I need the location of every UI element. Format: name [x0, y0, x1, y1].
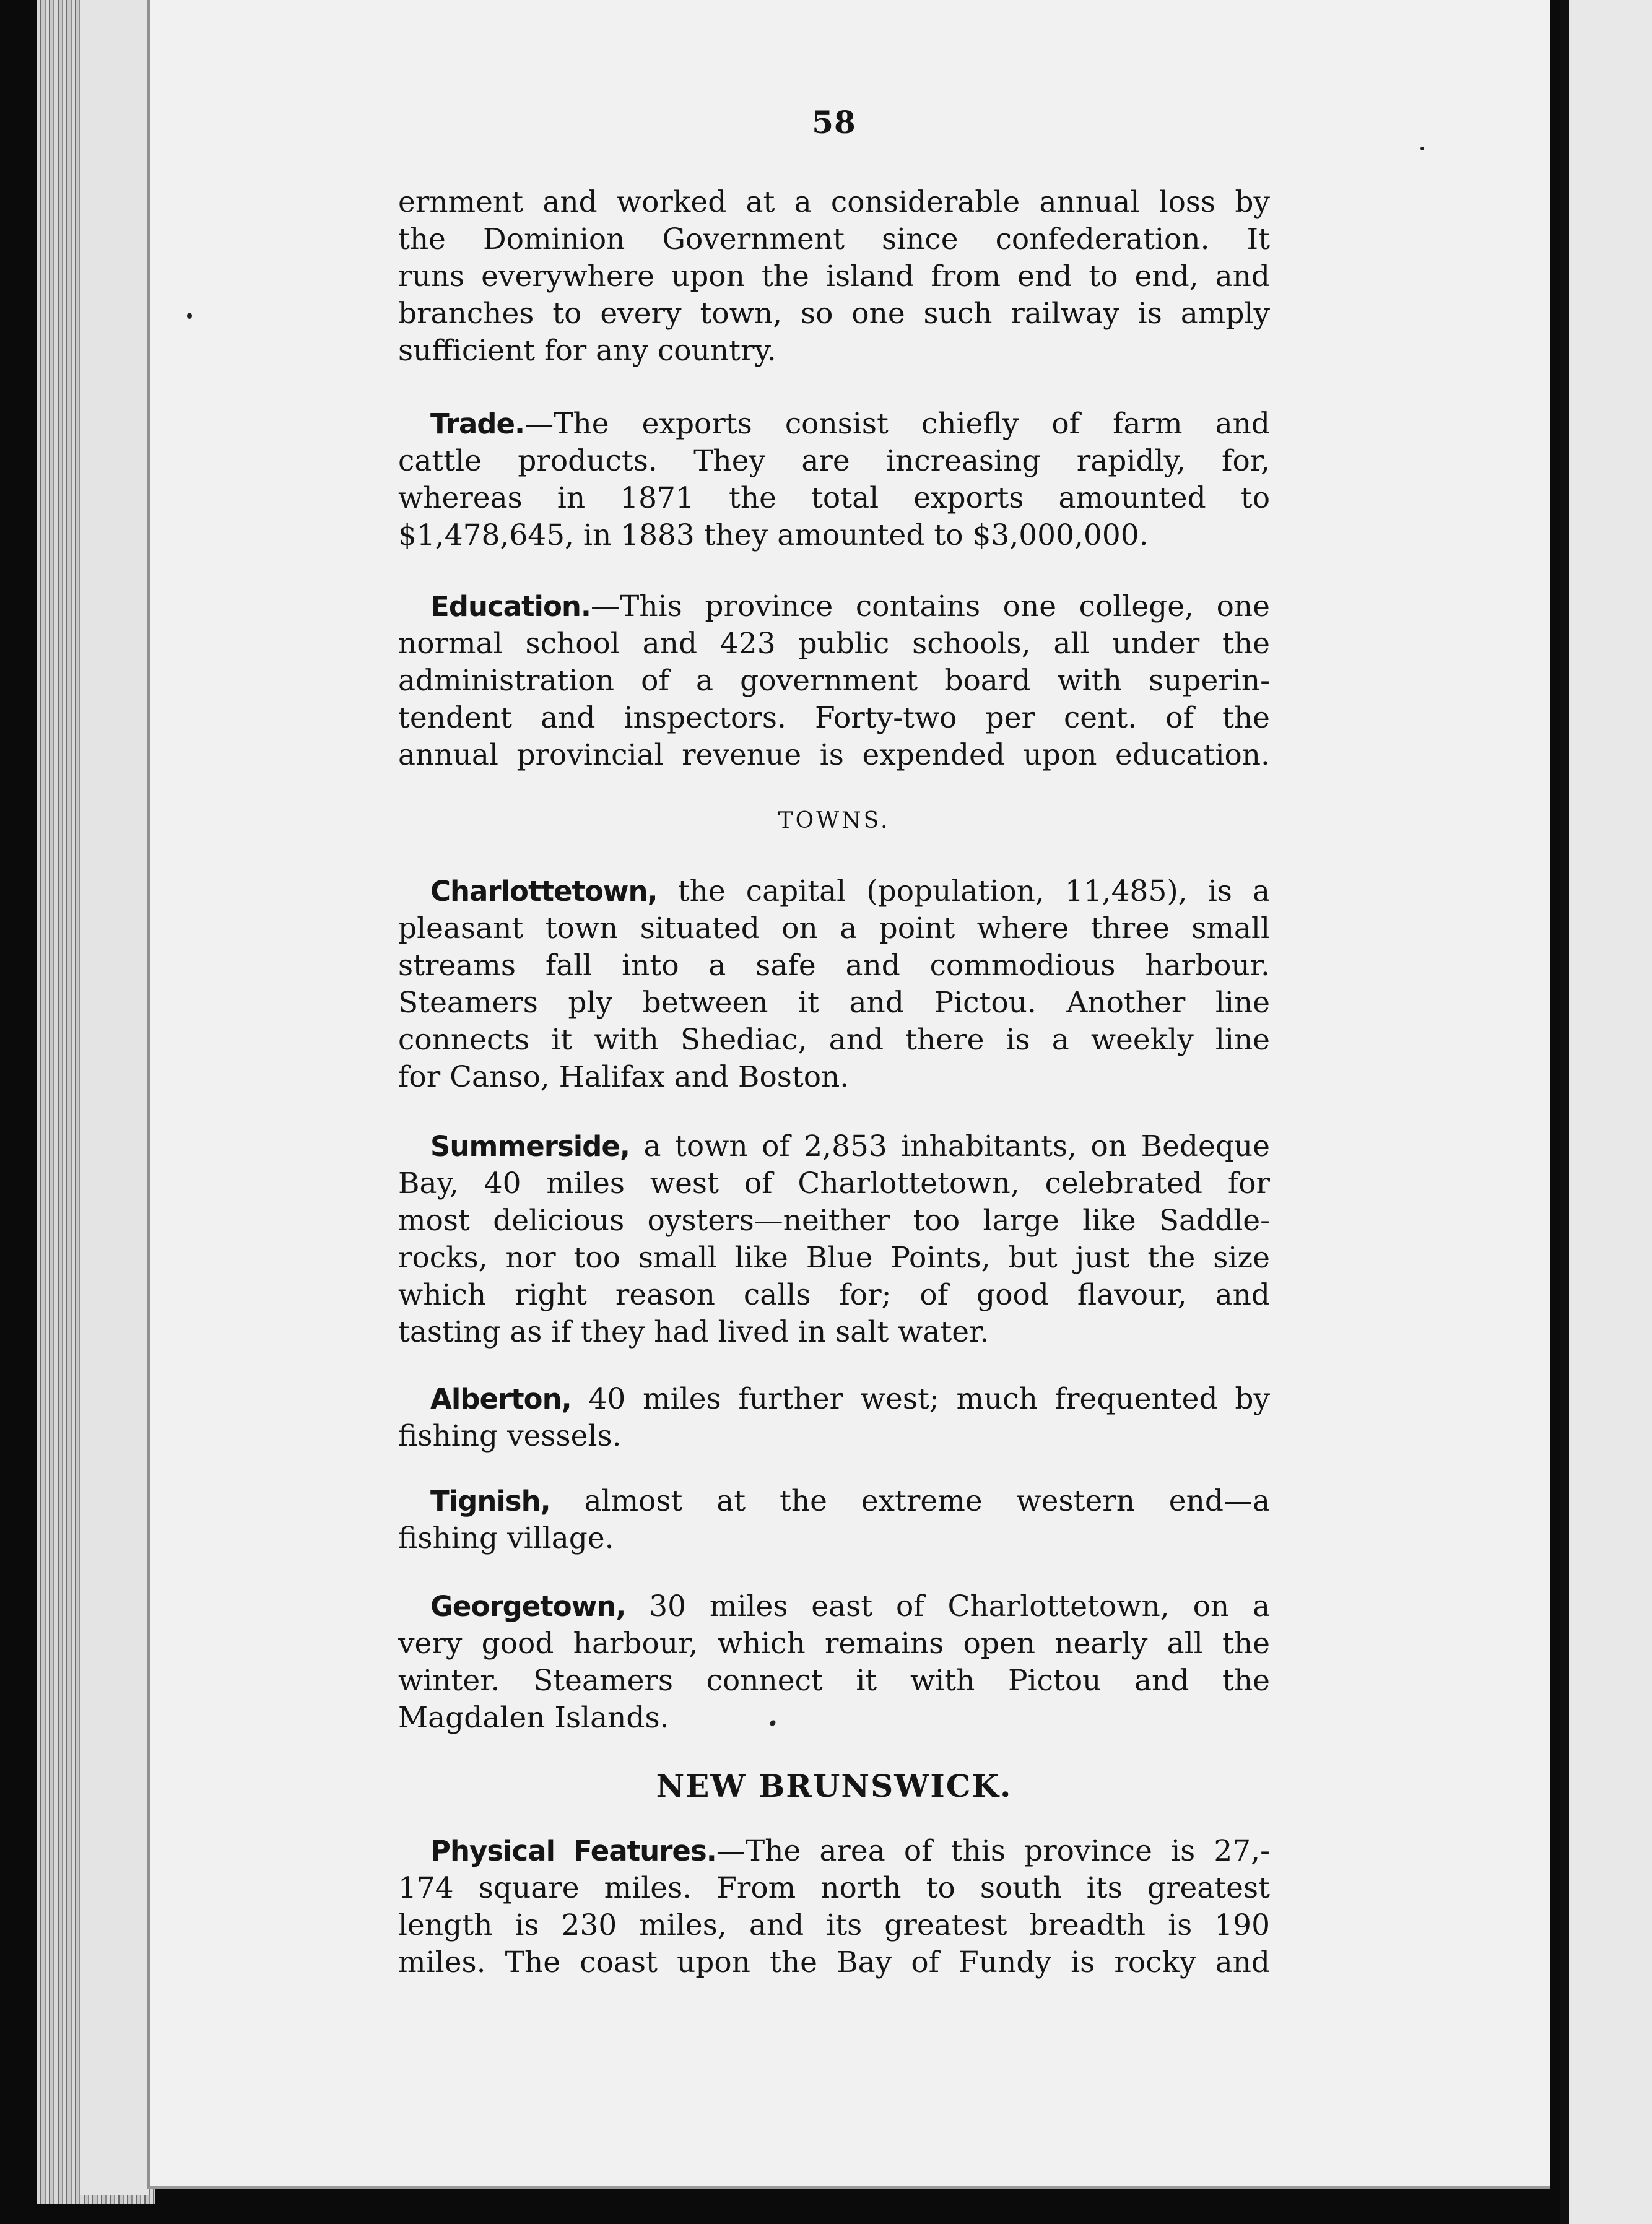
text-line: branches to every town, so one such railway is amply [398, 297, 1270, 331]
line-text: 30 miles east of Charlottetown, on a [625, 1589, 1270, 1623]
text-line: ernment and worked at a considerable annual loss by [398, 185, 1270, 219]
text-line: which right reason calls for; of good flavour, and [398, 1278, 1270, 1312]
paragraph-lead: Georgetown, [430, 1590, 626, 1623]
text-line: 174 square miles. From north to south its greatest [398, 1871, 1270, 1905]
paragraph-lead: Charlottetown, [430, 875, 658, 908]
paragraph-lead: Alberton, [430, 1383, 572, 1415]
ink-speck [1420, 147, 1424, 150]
paragraph-lead: Trade. [430, 407, 525, 440]
text-line [398, 588, 1270, 625]
text-line: connects it with Shediac, and there is a weekly line [398, 1023, 1270, 1057]
text-line: Magdalen Islands. [398, 1701, 669, 1735]
text-line: tendent and inspectors. Forty-two per cent. of the [398, 701, 1270, 735]
text-line: annual provincial revenue is expended upon education. [398, 738, 1270, 772]
facing-page-edge [1560, 0, 1652, 2224]
text-line: the Dominion Government since confederation. It [398, 222, 1270, 256]
text-line: most delicious oysters—neither too large like Saddle- [398, 1204, 1270, 1238]
text-line: fishing village. [398, 1521, 614, 1555]
text-line [398, 1588, 1270, 1625]
text-line: normal school and 423 public schools, all under the [398, 627, 1270, 661]
text-line: runs everywhere upon the island from end to end, and [398, 259, 1270, 293]
text-line [398, 1483, 1270, 1520]
new-brunswick-heading: NEW BRUNSWICK. [656, 1768, 1012, 1804]
text-line [398, 873, 1270, 910]
paragraph-lead: Education. [430, 590, 591, 623]
paragraph-lead: Physical Features. [430, 1835, 716, 1867]
line-text: —The exports consist chiefly of farm and [524, 407, 1270, 441]
text-line: Bay, 40 miles west of Charlottetown, celebrated for [398, 1166, 1270, 1201]
text-line: streams fall into a safe and commodious harbour. [398, 949, 1270, 983]
text-line: whereas in 1871 the total exports amounted to [398, 481, 1270, 515]
text-line [398, 1381, 1270, 1418]
previous-page-edge [80, 0, 150, 2195]
text-line: $1,478,645, in 1883 they amounted to $3,000,000. [398, 518, 1149, 552]
text-line: administration of a government board with superin- [398, 664, 1270, 698]
text-line [398, 406, 1270, 443]
book-page [147, 0, 1550, 2189]
text-line: for Canso, Halifax and Boston. [398, 1060, 850, 1094]
paragraph-lead: Summerside, [430, 1130, 630, 1163]
text-line [398, 1128, 1270, 1165]
text-line: Steamers ply between it and Pictou. Another line [398, 986, 1270, 1020]
line-text: the capital (population, 11,485), is a [657, 874, 1270, 908]
text-line: tasting as if they had lived in salt water. [398, 1315, 989, 1349]
text-line: pleasant town situated on a point where three small [398, 911, 1270, 945]
line-text: —The area of this province is 27,- [716, 1834, 1270, 1868]
page-number: 58 [812, 104, 856, 141]
text-line: sufficient for any country. [398, 334, 776, 368]
text-line: rocks, nor too small like Blue Points, but just the size [398, 1241, 1270, 1275]
text-line: miles. The coast upon the Bay of Fundy is rocky and [398, 1945, 1270, 1979]
paragraph-lead: Tignish, [430, 1485, 550, 1518]
towns-heading: TOWNS. [778, 808, 890, 833]
text-line: length is 230 miles, and its greatest breadth is 190 [398, 1908, 1270, 1942]
text-line: very good harbour, which remains open nearly all the [398, 1627, 1270, 1661]
text-line [398, 1833, 1270, 1870]
line-text: almost at the extreme western end—a [550, 1484, 1270, 1518]
text-line: cattle products. They are increasing rapidly, for, [398, 444, 1270, 478]
ink-speck [187, 313, 192, 319]
line-text: —This province contains one college, one [591, 589, 1270, 623]
text-line: winter. Steamers connect it with Pictou and the [398, 1664, 1270, 1698]
line-text: a town of 2,853 inhabitants, on Bedeque [629, 1129, 1270, 1163]
line-text: 40 miles further west; much frequented by [571, 1382, 1270, 1416]
text-line: fishing vessels. [398, 1419, 622, 1453]
